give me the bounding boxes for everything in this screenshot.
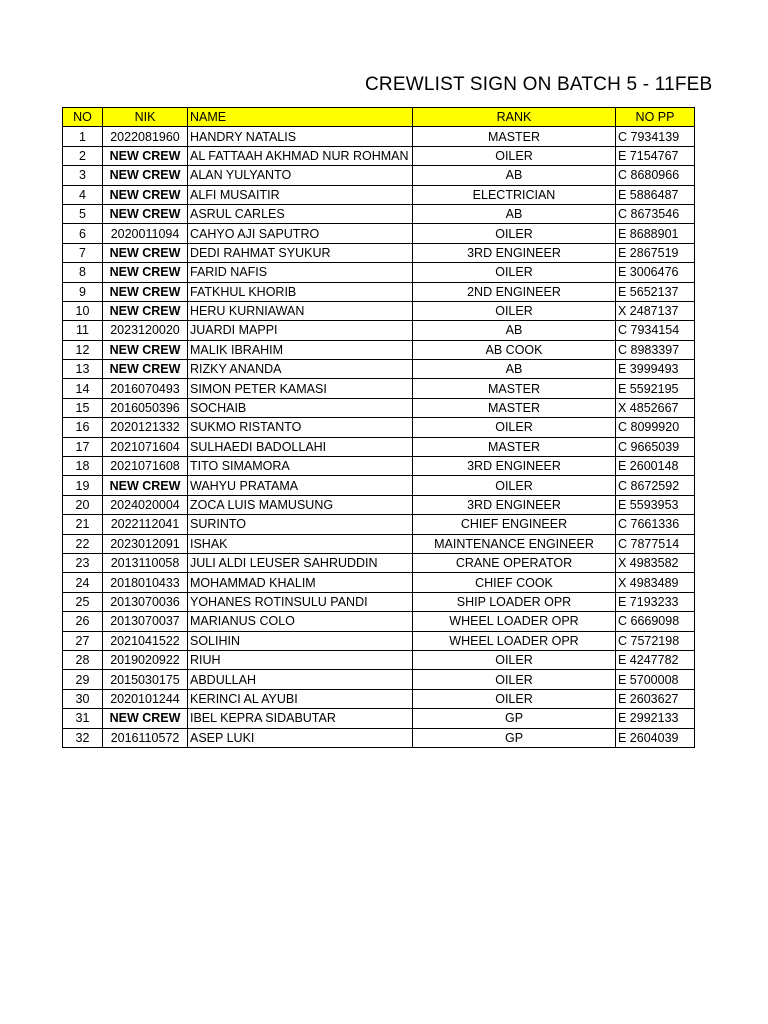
cell-name: SURINTO	[188, 515, 413, 534]
cell-name: ALAN YULYANTO	[188, 166, 413, 185]
cell-nik: 2016110572	[103, 728, 188, 747]
cell-name: WAHYU PRATAMA	[188, 476, 413, 495]
cell-no: 31	[63, 709, 103, 728]
cell-rank: MASTER	[413, 398, 616, 417]
table-row	[63, 534, 695, 553]
cell-name: FATKHUL KHORIB	[188, 282, 413, 301]
cell-rank: AB	[413, 360, 616, 379]
cell-no: 24	[63, 573, 103, 592]
cell-passport: X 4983582	[616, 553, 695, 572]
cell-rank: 3RD ENGINEER	[413, 495, 616, 514]
header-rank: RANK	[413, 108, 616, 127]
cell-rank: 3RD ENGINEER	[413, 457, 616, 476]
cell-nik: NEW CREW	[103, 282, 188, 301]
cell-name: MARIANUS COLO	[188, 612, 413, 631]
cell-no: 19	[63, 476, 103, 495]
cell-passport: C 8983397	[616, 340, 695, 359]
cell-name: SIMON PETER KAMASI	[188, 379, 413, 398]
cell-name: ASRUL CARLES	[188, 204, 413, 223]
cell-passport: X 4852667	[616, 398, 695, 417]
cell-name: SOLIHIN	[188, 631, 413, 650]
cell-passport: X 2487137	[616, 301, 695, 320]
table-row	[63, 553, 695, 572]
cell-rank: GP	[413, 709, 616, 728]
cell-no: 1	[63, 127, 103, 146]
cell-nik: NEW CREW	[103, 146, 188, 165]
cell-no: 10	[63, 301, 103, 320]
table-row	[63, 670, 695, 689]
cell-no: 21	[63, 515, 103, 534]
cell-nik: 2024020004	[103, 495, 188, 514]
cell-name: ABDULLAH	[188, 670, 413, 689]
cell-passport: E 2867519	[616, 243, 695, 262]
cell-no: 27	[63, 631, 103, 650]
cell-passport: E 7154767	[616, 146, 695, 165]
header-row	[63, 108, 695, 127]
table-row	[63, 476, 695, 495]
cell-name: HANDRY NATALIS	[188, 127, 413, 146]
cell-rank: MASTER	[413, 127, 616, 146]
table-row	[63, 146, 695, 165]
table-row	[63, 379, 695, 398]
sheet-title: CREWLIST SIGN ON BATCH 5 - 11FEB	[365, 74, 713, 95]
cell-no: 12	[63, 340, 103, 359]
cell-passport: C 7877514	[616, 534, 695, 553]
cell-no: 14	[63, 379, 103, 398]
cell-rank: ELECTRICIAN	[413, 185, 616, 204]
cell-rank: SHIP LOADER OPR	[413, 592, 616, 611]
cell-nik: 2020101244	[103, 689, 188, 708]
cell-no: 32	[63, 728, 103, 747]
cell-name: SOCHAIB	[188, 398, 413, 417]
cell-name: ZOCA LUIS MAMUSUNG	[188, 495, 413, 514]
cell-rank: OILER	[413, 418, 616, 437]
cell-no: 9	[63, 282, 103, 301]
table-row	[63, 185, 695, 204]
table-row	[63, 166, 695, 185]
table-row	[63, 282, 695, 301]
cell-no: 6	[63, 224, 103, 243]
cell-no: 13	[63, 360, 103, 379]
crew-table-body	[63, 127, 695, 748]
cell-rank: CRANE OPERATOR	[413, 553, 616, 572]
table-row	[63, 204, 695, 223]
cell-nik: 2023120020	[103, 321, 188, 340]
cell-name: MOHAMMAD KHALIM	[188, 573, 413, 592]
cell-no: 5	[63, 204, 103, 223]
cell-nik: 2016050396	[103, 398, 188, 417]
crew-table	[62, 107, 695, 748]
cell-no: 28	[63, 650, 103, 669]
cell-passport: C 7572198	[616, 631, 695, 650]
cell-passport: C 8680966	[616, 166, 695, 185]
cell-nik: 2022081960	[103, 127, 188, 146]
cell-passport: E 3006476	[616, 263, 695, 282]
table-row	[63, 301, 695, 320]
table-row	[63, 612, 695, 631]
cell-nik: NEW CREW	[103, 185, 188, 204]
cell-passport: E 5886487	[616, 185, 695, 204]
cell-rank: AB	[413, 321, 616, 340]
cell-passport: X 4983489	[616, 573, 695, 592]
cell-passport: E 8688901	[616, 224, 695, 243]
cell-rank: AB	[413, 204, 616, 223]
cell-passport: E 2603627	[616, 689, 695, 708]
cell-name: DEDI RAHMAT SYUKUR	[188, 243, 413, 262]
header-name: NAME	[188, 108, 413, 127]
cell-nik: 2020121332	[103, 418, 188, 437]
table-row	[63, 728, 695, 747]
cell-name: SULHAEDI BADOLLAHI	[188, 437, 413, 456]
cell-name: JUARDI MAPPI	[188, 321, 413, 340]
table-row	[63, 709, 695, 728]
table-row	[63, 689, 695, 708]
cell-nik: NEW CREW	[103, 340, 188, 359]
cell-rank: OILER	[413, 670, 616, 689]
table-row	[63, 360, 695, 379]
cell-nik: NEW CREW	[103, 204, 188, 223]
cell-name: AL FATTAAH AKHMAD NUR ROHMAN	[188, 146, 413, 165]
cell-nik: 2013070037	[103, 612, 188, 631]
cell-nik: NEW CREW	[103, 166, 188, 185]
table-row	[63, 573, 695, 592]
cell-rank: AB COOK	[413, 340, 616, 359]
cell-rank: MASTER	[413, 437, 616, 456]
cell-passport: C 7661336	[616, 515, 695, 534]
cell-nik: NEW CREW	[103, 301, 188, 320]
cell-rank: OILER	[413, 689, 616, 708]
cell-nik: NEW CREW	[103, 360, 188, 379]
cell-rank: WHEEL LOADER OPR	[413, 631, 616, 650]
cell-no: 30	[63, 689, 103, 708]
cell-passport: E 2600148	[616, 457, 695, 476]
cell-nik: NEW CREW	[103, 709, 188, 728]
cell-name: YOHANES ROTINSULU PANDI	[188, 592, 413, 611]
cell-nik: 2015030175	[103, 670, 188, 689]
cell-nik: 2022112041	[103, 515, 188, 534]
cell-no: 2	[63, 146, 103, 165]
cell-passport: C 9665039	[616, 437, 695, 456]
cell-rank: OILER	[413, 146, 616, 165]
table-row	[63, 495, 695, 514]
cell-rank: OILER	[413, 263, 616, 282]
cell-nik: 2013110058	[103, 553, 188, 572]
cell-name: JULI ALDI LEUSER SAHRUDDIN	[188, 553, 413, 572]
header-nik: NIK	[103, 108, 188, 127]
cell-rank: AB	[413, 166, 616, 185]
cell-name: FARID NAFIS	[188, 263, 413, 282]
table-row	[63, 437, 695, 456]
table-row	[63, 515, 695, 534]
cell-no: 15	[63, 398, 103, 417]
cell-rank: GP	[413, 728, 616, 747]
cell-rank: OILER	[413, 650, 616, 669]
cell-name: RIZKY ANANDA	[188, 360, 413, 379]
cell-name: MALIK IBRAHIM	[188, 340, 413, 359]
cell-name: ASEP LUKI	[188, 728, 413, 747]
cell-passport: C 8672592	[616, 476, 695, 495]
cell-passport: C 7934154	[616, 321, 695, 340]
cell-name: SUKMO RISTANTO	[188, 418, 413, 437]
cell-passport: C 7934139	[616, 127, 695, 146]
cell-passport: E 5592195	[616, 379, 695, 398]
cell-nik: 2018010433	[103, 573, 188, 592]
cell-nik: 2021071608	[103, 457, 188, 476]
cell-rank: CHIEF COOK	[413, 573, 616, 592]
cell-no: 29	[63, 670, 103, 689]
cell-passport: C 8673546	[616, 204, 695, 223]
cell-no: 22	[63, 534, 103, 553]
cell-rank: MASTER	[413, 379, 616, 398]
cell-no: 11	[63, 321, 103, 340]
table-row	[63, 340, 695, 359]
cell-name: IBEL KEPRA SIDABUTAR	[188, 709, 413, 728]
table-row	[63, 398, 695, 417]
cell-name: KERINCI AL AYUBI	[188, 689, 413, 708]
cell-passport: E 2604039	[616, 728, 695, 747]
cell-no: 4	[63, 185, 103, 204]
header-no: NO	[63, 108, 103, 127]
table-row	[63, 321, 695, 340]
cell-nik: 2020011094	[103, 224, 188, 243]
cell-rank: WHEEL LOADER OPR	[413, 612, 616, 631]
cell-passport: E 5593953	[616, 495, 695, 514]
cell-name: CAHYO AJI SAPUTRO	[188, 224, 413, 243]
table-row	[63, 127, 695, 146]
cell-name: HERU KURNIAWAN	[188, 301, 413, 320]
cell-passport: E 5700008	[616, 670, 695, 689]
cell-passport: C 6669098	[616, 612, 695, 631]
cell-no: 8	[63, 263, 103, 282]
cell-rank: MAINTENANCE ENGINEER	[413, 534, 616, 553]
table-row	[63, 592, 695, 611]
cell-passport: C 8099920	[616, 418, 695, 437]
cell-passport: E 4247782	[616, 650, 695, 669]
cell-name: TITO SIMAMORA	[188, 457, 413, 476]
cell-nik: 2019020922	[103, 650, 188, 669]
cell-no: 18	[63, 457, 103, 476]
cell-nik: 2023012091	[103, 534, 188, 553]
cell-no: 25	[63, 592, 103, 611]
cell-nik: NEW CREW	[103, 263, 188, 282]
cell-rank: 2ND ENGINEER	[413, 282, 616, 301]
cell-passport: E 7193233	[616, 592, 695, 611]
table-row	[63, 224, 695, 243]
table-row	[63, 457, 695, 476]
cell-name: ALFI MUSAITIR	[188, 185, 413, 204]
cell-nik: 2021041522	[103, 631, 188, 650]
cell-rank: CHIEF ENGINEER	[413, 515, 616, 534]
cell-rank: OILER	[413, 476, 616, 495]
cell-passport: E 3999493	[616, 360, 695, 379]
cell-no: 3	[63, 166, 103, 185]
cell-rank: OILER	[413, 301, 616, 320]
header-passport: NO PP	[616, 108, 695, 127]
cell-passport: E 5652137	[616, 282, 695, 301]
cell-no: 17	[63, 437, 103, 456]
table-row	[63, 650, 695, 669]
cell-name: RIUH	[188, 650, 413, 669]
cell-nik: 2013070036	[103, 592, 188, 611]
cell-nik: NEW CREW	[103, 476, 188, 495]
cell-nik: 2016070493	[103, 379, 188, 398]
cell-passport: E 2992133	[616, 709, 695, 728]
table-row	[63, 243, 695, 262]
cell-rank: 3RD ENGINEER	[413, 243, 616, 262]
table-row	[63, 418, 695, 437]
cell-nik: NEW CREW	[103, 243, 188, 262]
table-row	[63, 263, 695, 282]
table-row	[63, 631, 695, 650]
cell-name: ISHAK	[188, 534, 413, 553]
cell-no: 23	[63, 553, 103, 572]
cell-nik: 2021071604	[103, 437, 188, 456]
cell-no: 16	[63, 418, 103, 437]
cell-rank: OILER	[413, 224, 616, 243]
cell-no: 26	[63, 612, 103, 631]
cell-no: 7	[63, 243, 103, 262]
cell-no: 20	[63, 495, 103, 514]
